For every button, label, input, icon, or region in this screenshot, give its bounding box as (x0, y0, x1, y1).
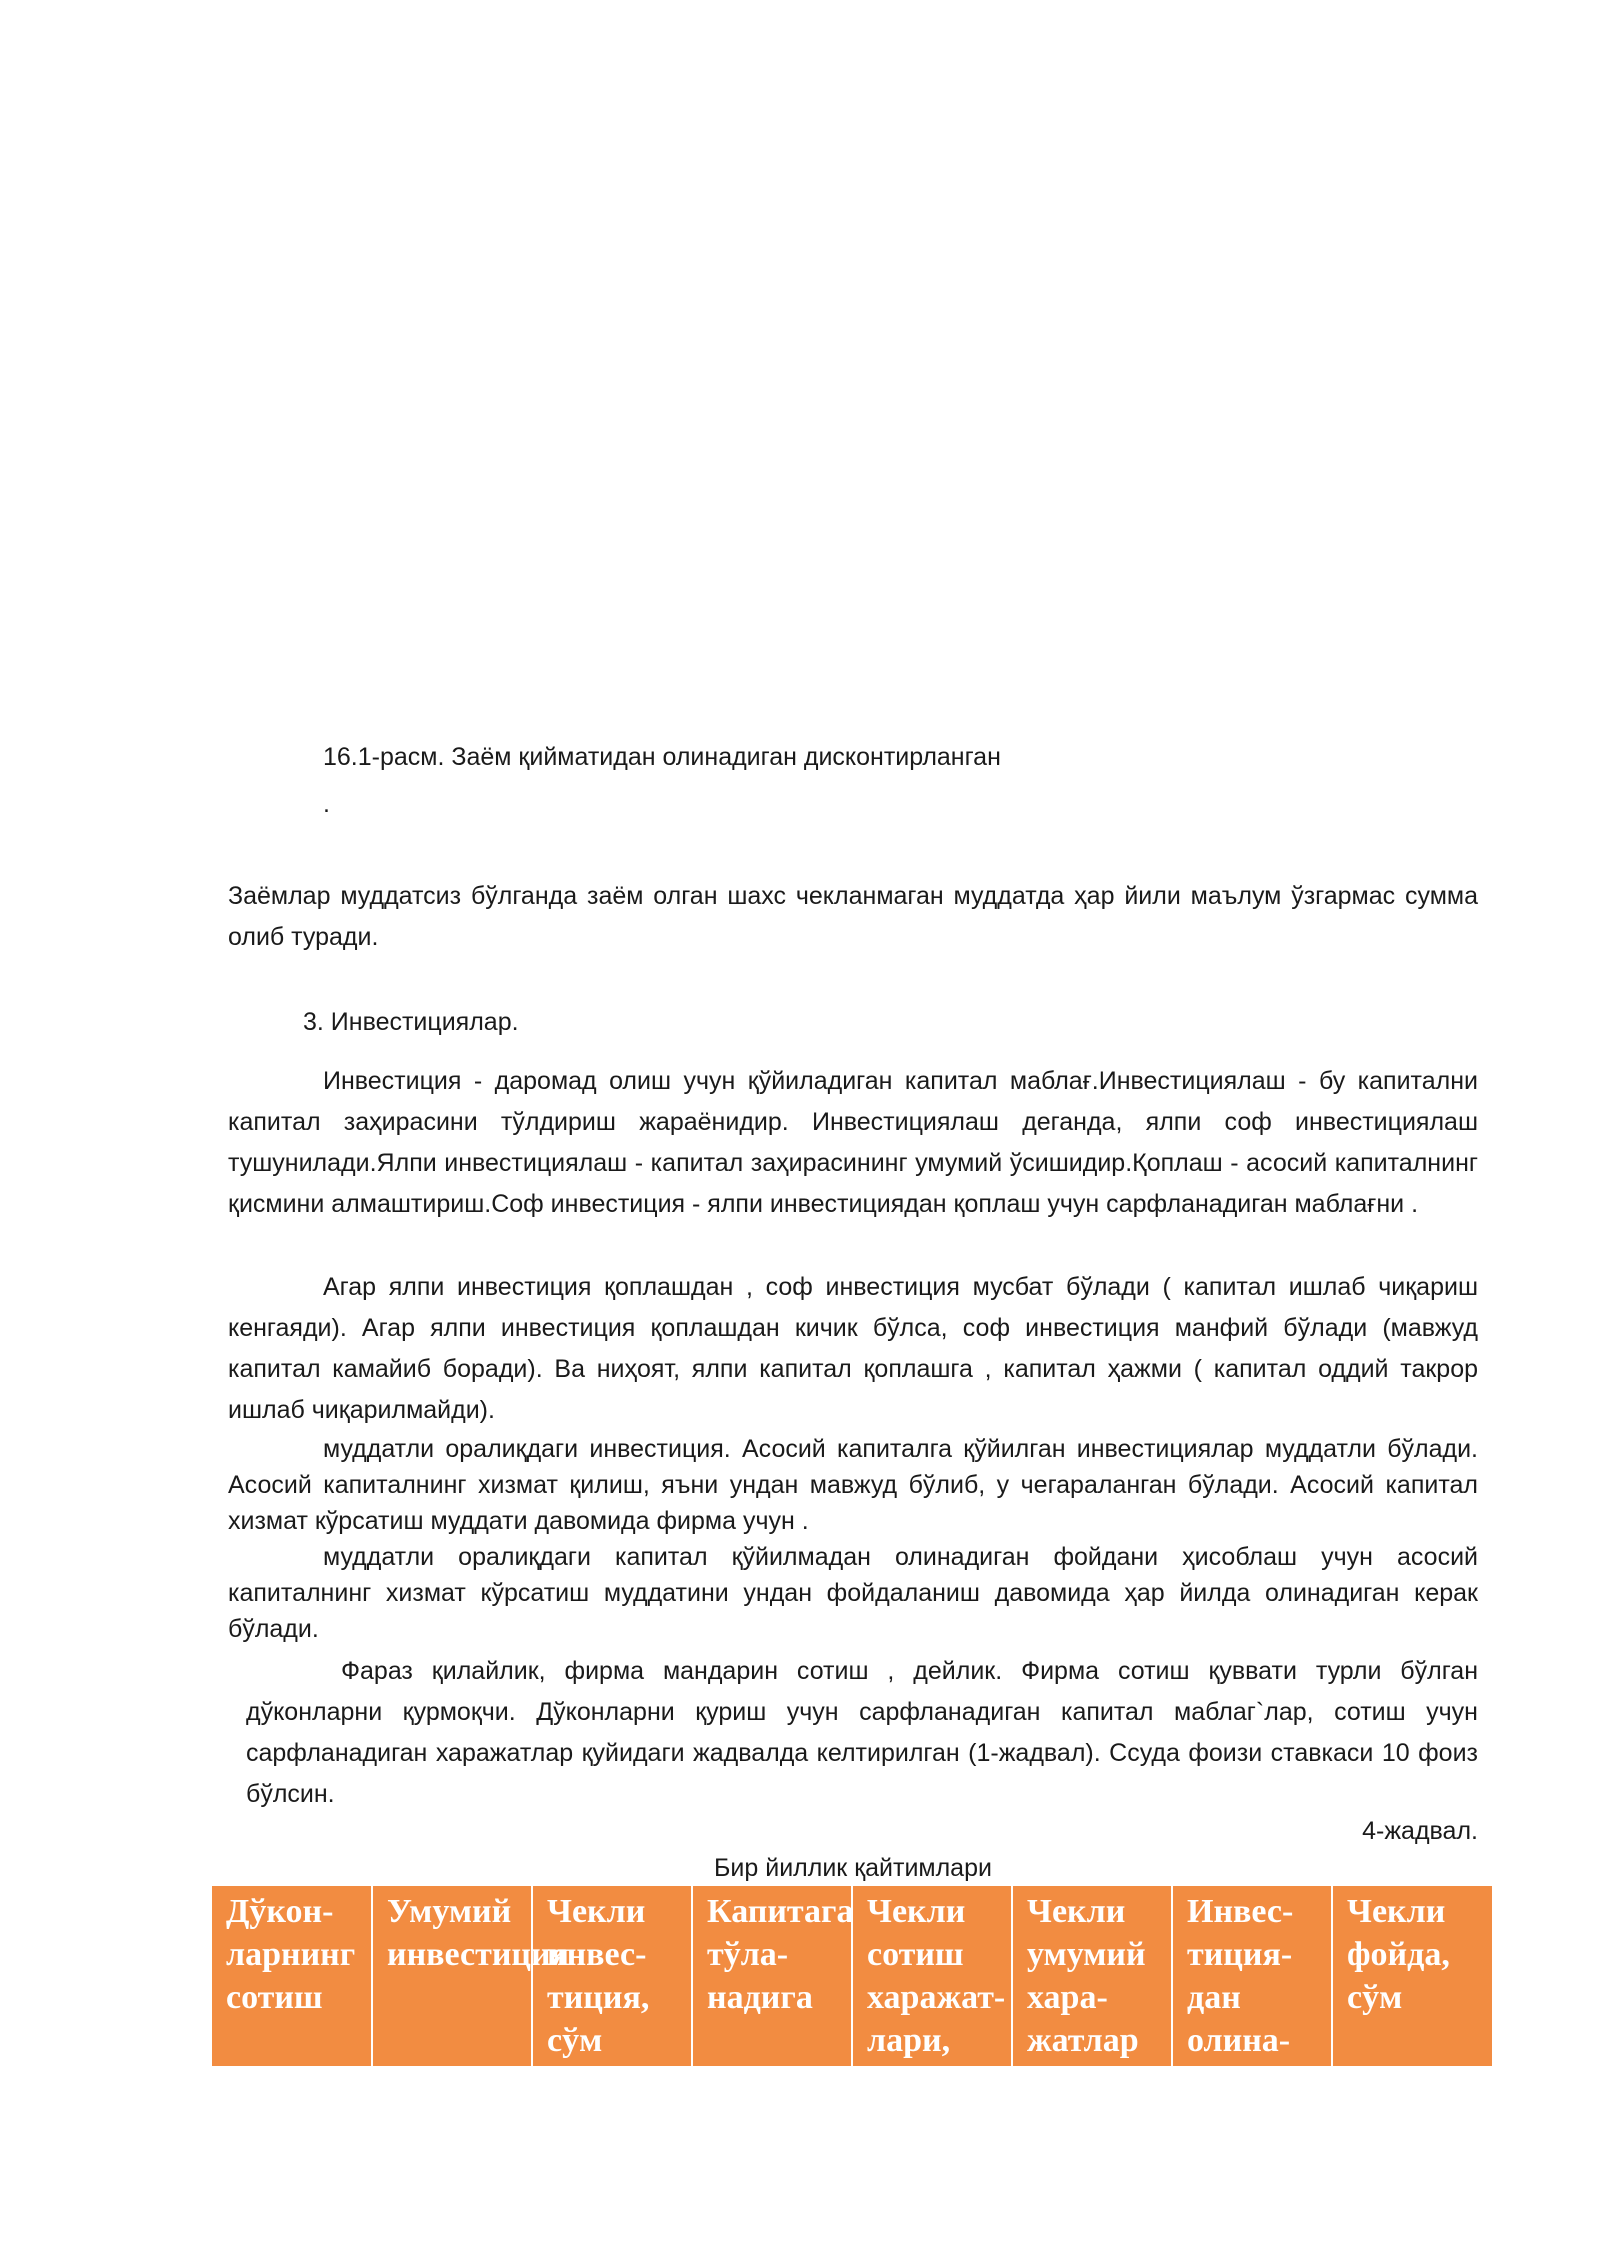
table-header-cell: Чекли фойда, сўм (1347, 1893, 1450, 2016)
investment-table (212, 1886, 1492, 2066)
table-title: Бир йиллик қайтимлари (714, 1854, 992, 1882)
table-header-cell: Инвес-тиция-дан олина- (1172, 1886, 1332, 2066)
table-header-cell: Чекли умумий хара-жатлар (1012, 1886, 1172, 2066)
paragraph-term-investment: муддатли оралиқдаги инвестиция. Асосий капиталга қўйилган инвестициялар муддатли бўлади. Асосий капиталнинг хизмат қилиш, яъни ундан мавжуд бўлиб, у чегараланган бўлади. Асосий капитал хизмат кўрсатиш муддати давомида фирма учун . (228, 1435, 1478, 1535)
paragraph-example: Фараз қилайлик, фирма мандарин сотиш , дейлик. Фирма сотиш қуввати турли бўлган дўконларни қурмоқчи. Дўконларни қуриш учун сарфланадиган капитал маблаг`лар, сотиш учун сарфланадиган харажатлар қуйидаги жадвалда келтирилган (1-жадвал). Ссуда фоизи ставкаси 10 фоиз бўлсин. (246, 1657, 1478, 1808)
caption-dot: . (323, 790, 330, 818)
paragraph-profit-calc: муддатли оралиқдаги капитал қўйилмадан олинадиган фойдани ҳисоблаш учун асосий капиталнинг хизмат кўрсатиш муддатини ундан фойдаланиш давомида ҳар йилда олинадиган керак бўлади. (228, 1543, 1478, 1643)
table-header-cell: Чекли инвес-тиция, сўм (532, 1886, 692, 2066)
table-header-cell: Умумий инвестиция (372, 1886, 532, 2066)
table-header-cell: Дўкон-ларнинг сотиш (212, 1886, 372, 2066)
table-number: 4-жадвал. (1362, 1817, 1478, 1845)
paragraph-net-investment: Агар ялпи инвестиция қоплашдан , соф инвестиция мусбат бўлади ( капитал ишлаб чиқариш кенгаяди). Агар ялпи инвестиция қоплашдан кичик бўлса, соф инвестиция манфий бўлади (мавжуд капитал камайиб боради). Ва ниҳоят, ялпи капитал қоплашга , капитал ҳажми ( капитал оддий такрор ишлаб чиқарилмайди). (228, 1273, 1478, 1424)
section-heading-investments: 3. Инвестициялар. (303, 1008, 519, 1036)
table-header-cell: Чекли сотиш харажат-лари, (852, 1886, 1012, 2066)
table-header-row (212, 1886, 1492, 2066)
table-header-cell: Капитага тўла-надига (692, 1886, 852, 2066)
paragraph-loans: Заёмлар муддатсиз бўлганда заём олган шахс чекланмаган муддатда ҳар йили маълум ўзгармас сумма олиб туради. (228, 882, 1478, 951)
figure-caption: 16.1-расм. Заём қийматидан олинадиган дисконтирланган (323, 743, 1001, 771)
paragraph-investment-definition: Инвестиция - даромад олиш учун қўйиладиган капитал маблағ.Инвестициялаш - бу капитални капитал заҳирасини тўлдириш жараёнидир. Инвестициялаш деганда, ялпи соф инвестициялаш тушунилади.Ялпи инвестициялаш - капитал заҳирасининг умумий ўсишидир.Қоплаш - асосий капиталнинг қисмини алмаштириш.Соф инвестиция - ялпи инвестициядан қоплаш учун сарфланадиган маблағни . (228, 1067, 1478, 1218)
